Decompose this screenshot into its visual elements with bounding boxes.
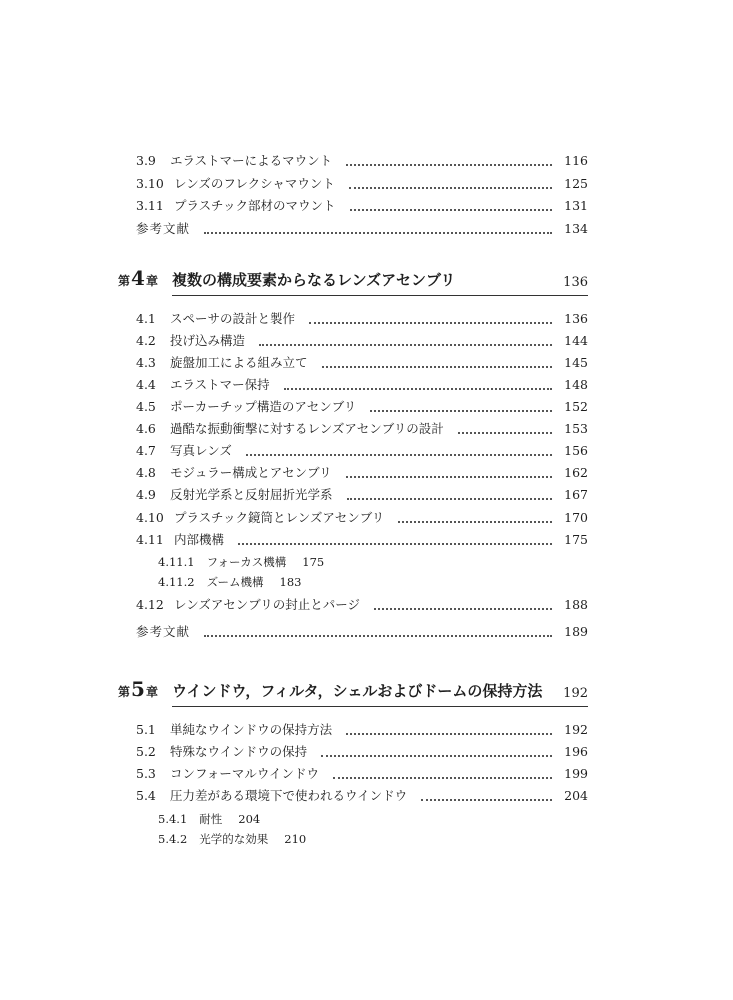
section-number: 4.11: [136, 532, 164, 547]
dot-leader: [458, 431, 552, 434]
page-number: 144: [564, 333, 588, 348]
toc-entry[interactable]: [136, 353, 588, 373]
dot-leader: [259, 343, 552, 346]
section-number: 3.11: [136, 198, 164, 213]
section-number: 5.3: [136, 766, 156, 781]
dot-leader: [374, 607, 552, 610]
section-title: エラストマー保持: [170, 377, 270, 392]
section-number: 4.2: [136, 333, 156, 348]
page-number: 148: [564, 377, 588, 392]
toc-entry[interactable]: [136, 764, 588, 784]
subsection-number: 4.11.2: [158, 575, 195, 589]
dot-leader: [284, 387, 552, 390]
subsection-title: フォーカス機構: [206, 555, 287, 569]
section-number: 4.12: [136, 597, 164, 612]
subsection-title: 耐性: [199, 812, 223, 826]
section-title: コンフォーマルウインドウ: [170, 766, 320, 781]
section-title: スペーサの設計と製作: [170, 311, 296, 326]
page-number: 125: [564, 176, 588, 191]
subsection-page-number: 183: [279, 575, 302, 589]
toc-entry[interactable]: [136, 174, 588, 194]
section-number: 4.9: [136, 487, 156, 502]
toc-entry[interactable]: [136, 786, 588, 806]
section-title: 投げ込み構造: [170, 333, 246, 348]
section-title: 写真レンズ: [170, 443, 232, 458]
dot-leader: [398, 520, 552, 523]
toc-subentry[interactable]: [158, 553, 324, 571]
chapter-label: 第5章: [118, 677, 158, 701]
section-title: レンズアセンブリの封止とパージ: [174, 597, 360, 612]
dot-leader: [346, 475, 552, 478]
section-title: 特殊なウインドウの保持: [170, 744, 308, 759]
page-number: 167: [564, 487, 588, 502]
page-number: 199: [564, 766, 588, 781]
section-number: 4.10: [136, 510, 164, 525]
page-number: 162: [564, 465, 588, 480]
dot-leader: [322, 365, 552, 368]
section-title: 単純なウインドウの保持方法: [170, 722, 333, 737]
chapter-label: 第4章: [118, 266, 158, 290]
toc-entry[interactable]: [136, 397, 588, 417]
section-title: プラスチック部材のマウント: [174, 198, 336, 213]
dot-leader: [333, 776, 552, 779]
toc-subentry[interactable]: [158, 830, 306, 848]
dot-leader: [321, 754, 552, 757]
toc-entry[interactable]: [136, 151, 588, 171]
section-number: 4.8: [136, 465, 156, 480]
toc-entry[interactable]: [136, 463, 588, 483]
section-number: 3.10: [136, 176, 164, 191]
toc-entry-references[interactable]: [136, 219, 588, 239]
page-number: 189: [564, 624, 588, 639]
toc-entry[interactable]: [136, 309, 588, 329]
subsection-title: ズーム機構: [206, 575, 264, 589]
section-number: 4.3: [136, 355, 156, 370]
subsection-page-number: 210: [284, 832, 307, 846]
chapter-page-number: 192: [563, 686, 588, 701]
toc-entry[interactable]: [136, 742, 588, 762]
dot-leader: [309, 321, 552, 324]
subsection-number: 5.4.2: [158, 832, 188, 846]
page-number: 192: [564, 722, 588, 737]
section-number: 4.6: [136, 421, 156, 436]
dot-leader: [370, 409, 552, 412]
section-title: エラストマーによるマウント: [170, 153, 333, 168]
page-number: 145: [564, 355, 588, 370]
subsection-number: 5.4.1: [158, 812, 188, 826]
section-number: 5.1: [136, 722, 156, 737]
page-number: 175: [564, 532, 588, 547]
dot-leader: [421, 798, 552, 801]
page-number: 152: [564, 399, 588, 414]
dot-leader: [347, 497, 552, 500]
references-title: 参考文献: [136, 221, 191, 236]
chapter-title: 複数の構成要素からなるレンズアセンブリ: [172, 271, 456, 289]
toc-entry[interactable]: [136, 441, 588, 461]
dot-leader: [204, 634, 552, 637]
page-number: 156: [564, 443, 588, 458]
dot-leader: [349, 186, 552, 189]
section-title: ポーカーチップ構造のアセンブリ: [170, 399, 357, 414]
section-title: レンズのフレクシャマウント: [174, 176, 335, 191]
toc-entry[interactable]: [136, 595, 588, 615]
section-title: 反射光学系と反射屈折光学系: [170, 487, 333, 502]
subsection-title: 光学的な効果: [199, 832, 269, 846]
dot-leader: [204, 231, 552, 234]
section-title: 過酷な振動衝撃に対するレンズアセンブリの設計: [170, 421, 444, 436]
toc-subentry[interactable]: [158, 573, 301, 591]
section-title: 圧力差がある環境下で使われるウインドウ: [170, 788, 408, 803]
section-title: モジュラー構成とアセンブリ: [170, 465, 332, 480]
toc-entry[interactable]: [136, 720, 588, 740]
references-title: 参考文献: [136, 624, 191, 639]
section-number: 5.4: [136, 788, 156, 803]
toc-subentry[interactable]: [158, 810, 260, 828]
page-number: 134: [564, 221, 588, 236]
section-title: プラスチック鏡筒とレンズアセンブリ: [174, 510, 385, 525]
chapter-page-number: 136: [563, 275, 588, 290]
dot-leader: [346, 732, 552, 735]
dot-leader: [246, 453, 552, 456]
section-number: 5.2: [136, 744, 156, 759]
toc-entry[interactable]: [136, 485, 588, 505]
section-title: 旋盤加工による組み立て: [170, 355, 308, 370]
subsection-page-number: 204: [238, 812, 261, 826]
page-number: 170: [564, 510, 588, 525]
chapter-underline: [172, 295, 588, 296]
toc-entry[interactable]: [136, 508, 588, 528]
subsection-number: 4.11.1: [158, 555, 195, 569]
toc-entry[interactable]: [136, 375, 588, 395]
chapter-title: ウインドウ，フィルタ，シェルおよびドームの保持方法: [172, 682, 543, 700]
toc-entry[interactable]: [136, 196, 588, 216]
section-number: 3.9: [136, 153, 156, 168]
page-number: 188: [564, 597, 588, 612]
page-number: 116: [564, 153, 588, 168]
section-number: 4.7: [136, 443, 156, 458]
page-number: 153: [564, 421, 588, 436]
page-number: 131: [564, 198, 588, 213]
page-number: 204: [564, 788, 588, 803]
toc-entry-references[interactable]: [136, 622, 588, 642]
dot-leader: [346, 163, 552, 166]
toc-entry[interactable]: [136, 530, 588, 550]
section-number: 4.5: [136, 399, 156, 414]
page-number: 196: [564, 744, 588, 759]
section-number: 4.1: [136, 311, 156, 326]
subsection-page-number: 175: [302, 555, 325, 569]
section-number: 4.4: [136, 377, 156, 392]
toc-entry[interactable]: [136, 331, 588, 351]
dot-leader: [238, 542, 552, 545]
chapter-underline: [172, 706, 588, 707]
chapter-heading[interactable]: [118, 266, 588, 296]
section-title: 内部機構: [174, 532, 225, 547]
chapter-heading[interactable]: [118, 677, 588, 707]
toc-entry[interactable]: [136, 419, 588, 439]
dot-leader: [350, 208, 552, 211]
page-number: 136: [564, 311, 588, 326]
